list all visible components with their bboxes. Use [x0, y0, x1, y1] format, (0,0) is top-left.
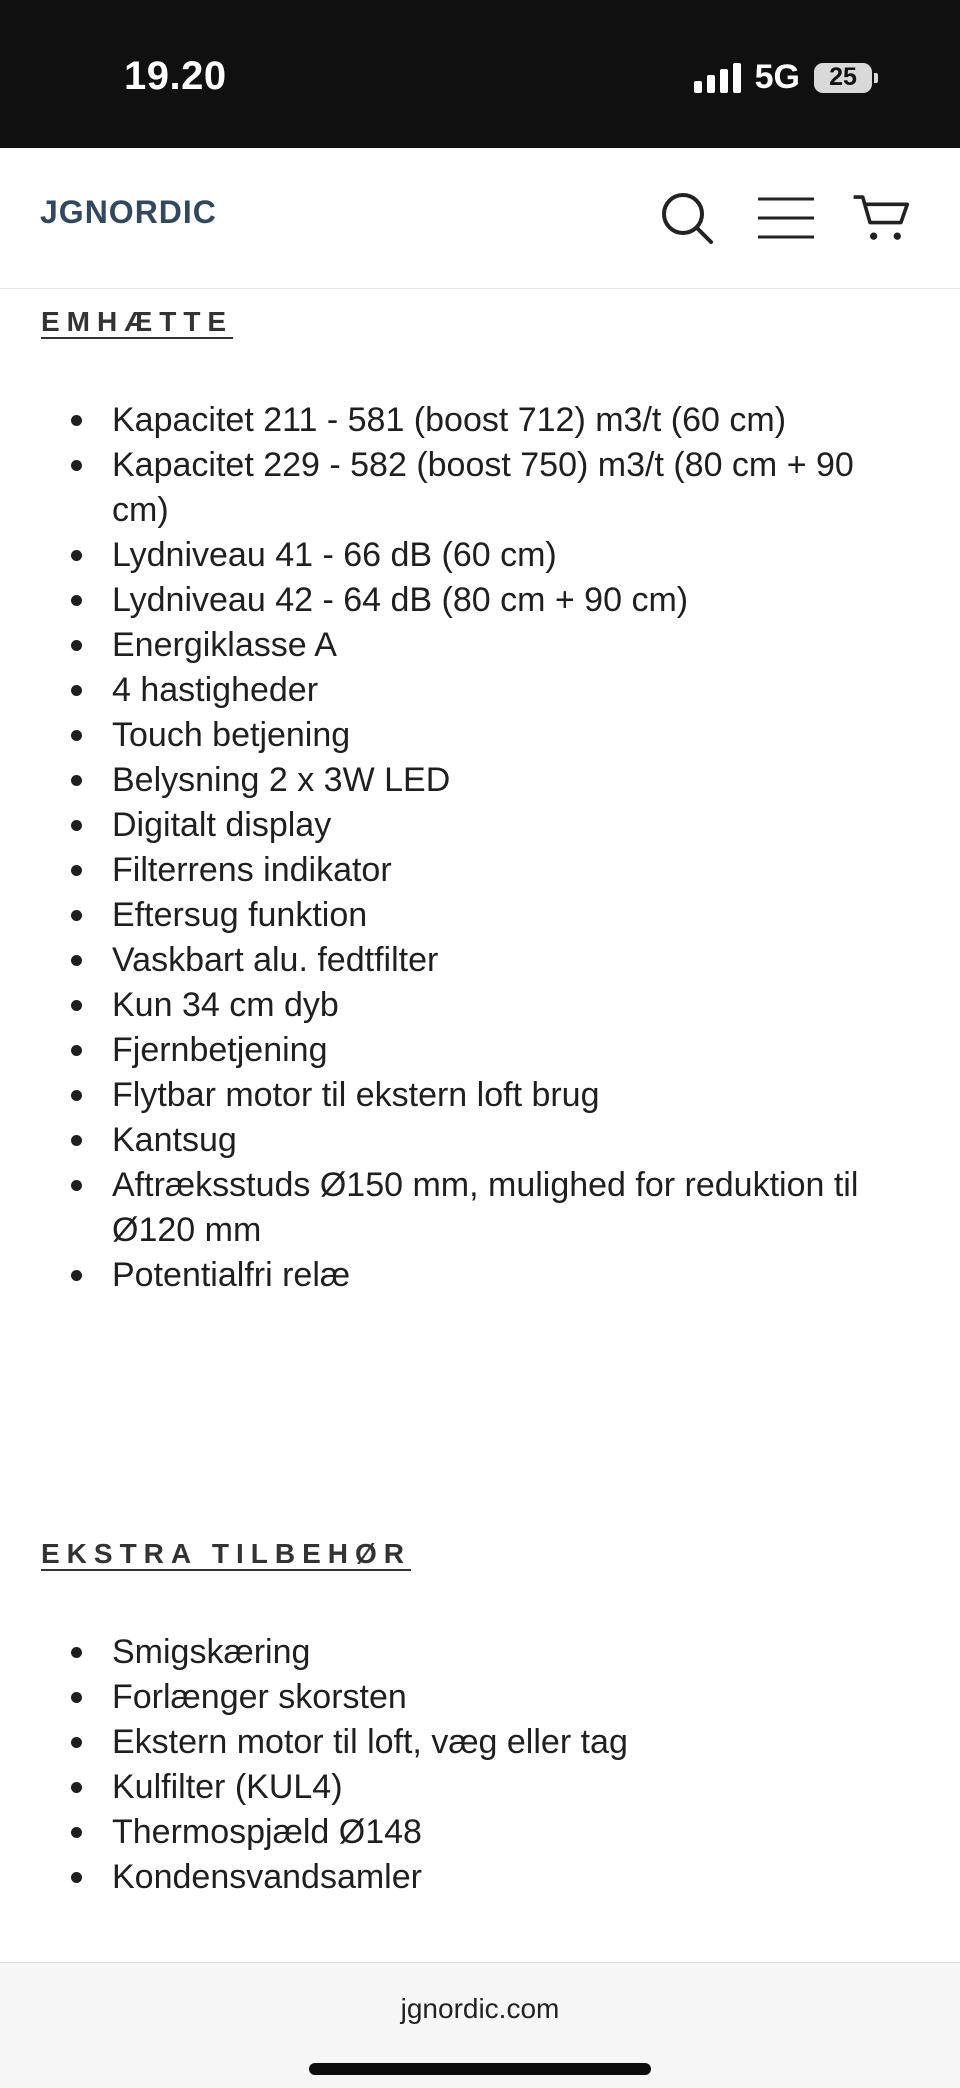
- list-item: Kondensvandsamler: [0, 1855, 960, 1900]
- list-item: Potentialfri relæ: [0, 1253, 960, 1298]
- list-item: Ekstern motor til loft, væg eller tag: [0, 1720, 960, 1765]
- list-item: Vaskbart alu. fedtfilter: [0, 938, 960, 983]
- list-item: Energiklasse A: [0, 623, 960, 668]
- section-title-emhaette: EMHÆTTE: [41, 306, 234, 337]
- search-icon[interactable]: [657, 188, 717, 248]
- site-domain[interactable]: jgnordic.com: [400, 1993, 560, 2024]
- list-item: Kantsug: [0, 1118, 960, 1163]
- list-item: Kulfilter (KUL4): [0, 1765, 960, 1810]
- status-indicators: [694, 58, 872, 97]
- browser-footer: [0, 1962, 960, 2088]
- list-item: Eftersug funktion: [0, 893, 960, 938]
- ekstra-tilbehor-list: [0, 1630, 960, 1900]
- emhaette-spec-list: [0, 398, 960, 1298]
- list-item: Lydniveau 41 - 66 dB (60 cm): [0, 533, 960, 578]
- list-item: Belysning 2 x 3W LED: [0, 758, 960, 803]
- list-item: Flytbar motor til ekstern loft brug: [0, 1073, 960, 1118]
- list-item: Filterrens indikator: [0, 848, 960, 893]
- battery-level: 25: [829, 63, 857, 91]
- list-item: 4 hastigheder: [0, 668, 960, 713]
- list-item: Forlænger skorsten: [0, 1675, 960, 1720]
- cart-icon[interactable]: [850, 188, 910, 248]
- list-item: Aftræksstuds Ø150 mm, mulighed for reduktion til Ø120 mm: [0, 1163, 960, 1253]
- list-item: Lydniveau 42 - 64 dB (80 cm + 90 cm): [0, 578, 960, 623]
- list-item: Kun 34 cm dyb: [0, 983, 960, 1028]
- site-header: [0, 148, 960, 289]
- home-indicator[interactable]: [309, 2063, 651, 2075]
- list-item: Fjernbetjening: [0, 1028, 960, 1073]
- signal-icon: [694, 63, 741, 93]
- list-item: Kapacitet 229 - 582 (boost 750) m3/t (80 cm + 90 cm): [0, 443, 960, 533]
- list-item: Thermospjæld Ø148: [0, 1810, 960, 1855]
- list-item: Smigskæring: [0, 1630, 960, 1675]
- battery-icon: [814, 63, 872, 93]
- list-item: Kapacitet 211 - 581 (boost 712) m3/t (60 cm): [0, 398, 960, 443]
- status-bar: [0, 0, 960, 148]
- list-item: Touch betjening: [0, 713, 960, 758]
- brand-logo[interactable]: JGNORDIC: [40, 194, 217, 230]
- list-item: Digitalt display: [0, 803, 960, 848]
- network-type: 5G: [754, 58, 800, 96]
- menu-icon[interactable]: [756, 188, 816, 248]
- status-time: 19.20: [124, 54, 227, 98]
- section-title-ekstra-tilbehor: EKSTRA TILBEHØR: [41, 1538, 411, 1569]
